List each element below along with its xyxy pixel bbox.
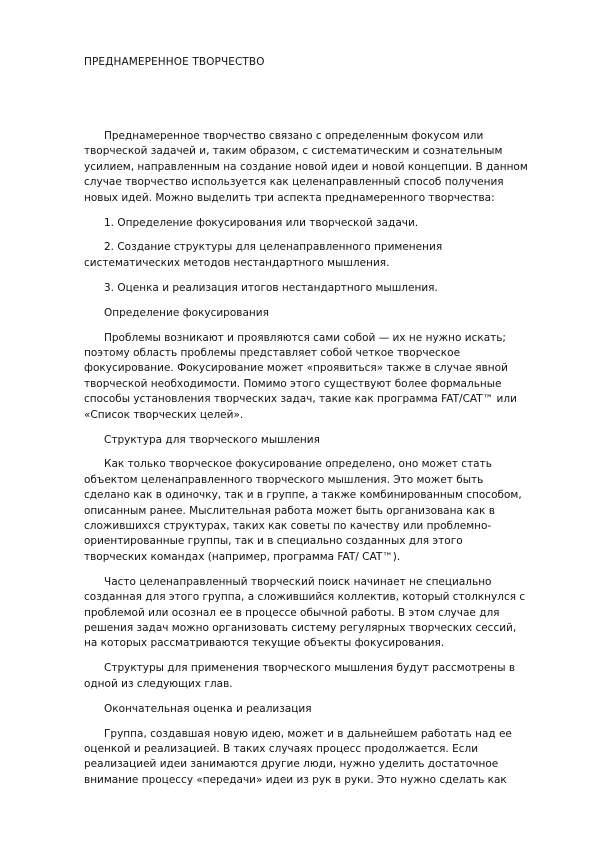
section-heading-evaluation: Окончательная оценка и реализация [104,702,312,715]
document-title: ПРЕДНАМЕРЕННОЕ ТВОРЧЕСТВО [84,56,265,68]
list-item-3: 3. Оценка и реализация итогов нестандартного мышления. [104,281,438,294]
list-item-2: 2. Создание структуры для целенаправленного применения систематических методов нестандартного мышления. [84,241,443,269]
paragraph-structure-2: Часто целенаправленный творческий поиск начинает не специально созданная для этого группа, а сложившийся коллектив, который столкнулся с проблемой или осознал ее в процессе обычной работы. В этом случае для решения задач можно организовать систему регулярных творческих сессий, на которых рассматриваются текущие объекты фокусирования. [84,575,526,650]
paragraph-structure-1: Как только творческое фокусирование определено, оно может стать объектом целенаправленного творческого мышления. Это может быть сделано как в одиночку, так и в группе, а также комбинированным способом, описанным ранее. Мыслительная работа может быть организована как в сложившихся структурах, таких как советы по качеству или проблемно-ориентированные группы, так и в специально созданных для этого творческих командах (например, программа FAT/ CAT™). [84,458,522,563]
list-item-1: 1. Определение фокусирования или творческой задачи. [104,216,419,229]
document-body [84,129,529,798]
section-heading-structure: Структура для творческого мышления [104,433,320,446]
paragraph-focus: Проблемы возникают и проявляются сами собой — их не нужно искать; поэтому область проблемы представляет собой четкое творческое фокусирование. Фокусирование может «проявиться» также в случае явной творческой необходимости. Помимо этого существуют более формальные способы установления творческих задач, такие как программа FAT/CAT™ или «Список творческих целей». [84,331,517,421]
section-heading-focus: Определение фокусирования [104,306,269,319]
paragraph-intro: Преднамеренное творчество связано с определенным фокусом или творческой задачей и, таким образом, с систематическим и сознательным усилием, направленным на создание новой идеи и новой концепции. В данном случае творчество используется как целенаправленный способ получения новых идей. Можно выделить три аспекта преднамеренного творчества: [84,130,528,204]
paragraph-structure-3: Структуры для применения творческого мышления будут рассмотрены в одной из следующих глав. [84,662,516,690]
paragraph-evaluation: Группа, создавшая новую идею, может и в дальнейшем работать над ее оценкой и реализацией. В таких случаях процесс продолжается. Если реализацией идеи занимаются другие люди, нужно уделить достаточное внимание процессу «передачи» идеи из рук в руки. Это нужно сделать как [84,727,512,786]
